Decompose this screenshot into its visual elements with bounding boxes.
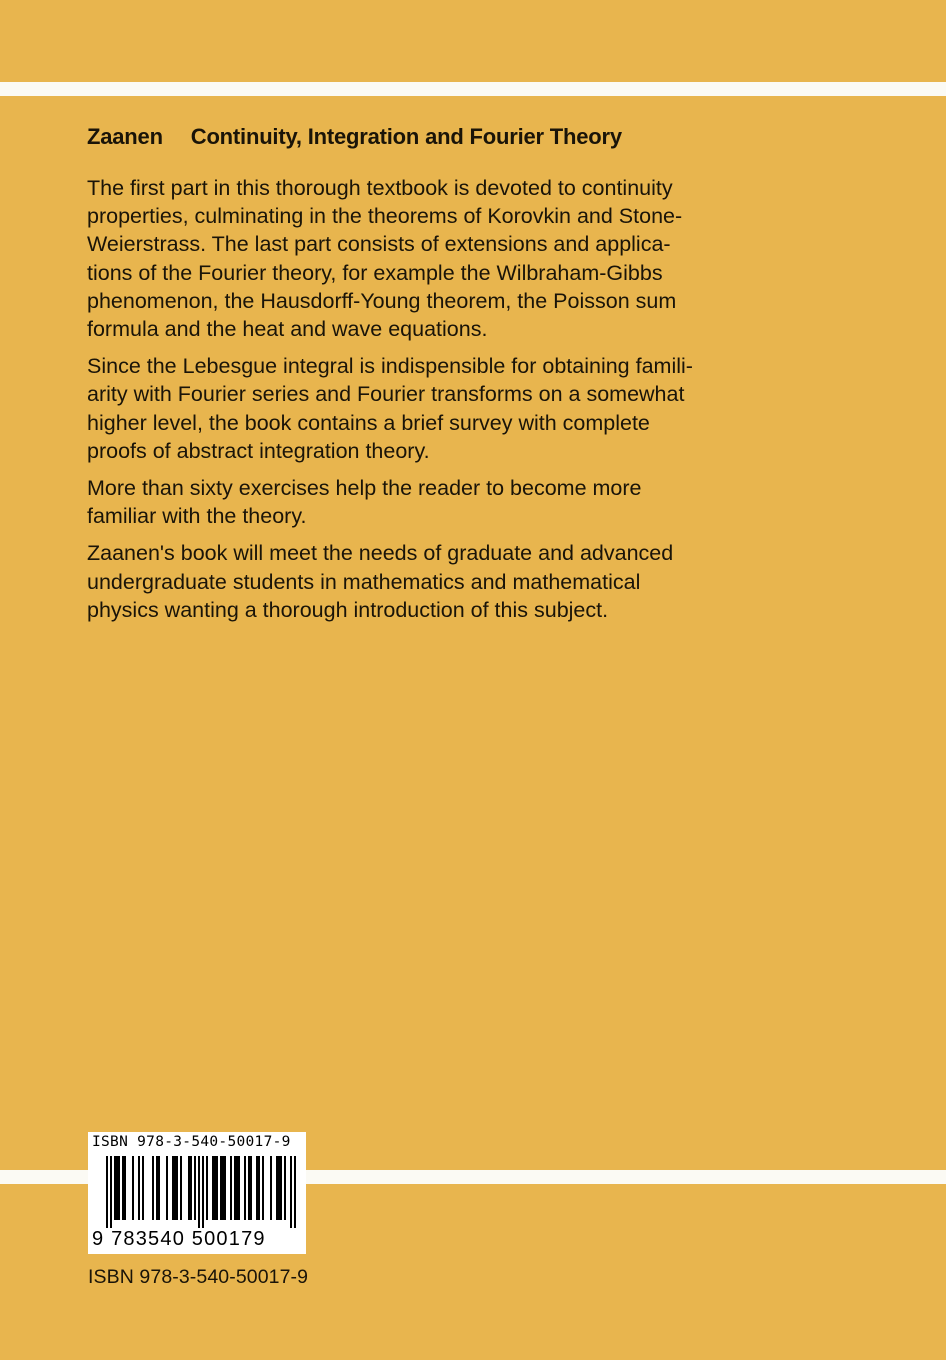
text-line: arity with Fourier series and Fourier transforms on a somewhat (87, 382, 685, 407)
barcode-icon (88, 1154, 306, 1228)
barcode-bar (118, 1156, 120, 1220)
barcode-bar (176, 1156, 178, 1220)
barcode-bar (110, 1156, 112, 1228)
barcode-bar (166, 1156, 168, 1220)
barcode-bar (214, 1156, 216, 1220)
text-line: phenomenon, the Hausdorff-Young theorem, the Poisson sum (87, 288, 677, 313)
barcode-bar (198, 1156, 200, 1228)
barcode-bar (190, 1156, 192, 1220)
barcode-bar (116, 1156, 118, 1220)
paragraph-intro (87, 174, 787, 343)
barcode-bar (212, 1156, 214, 1220)
paragraph-audience (87, 539, 787, 624)
barcode-bar (114, 1156, 116, 1220)
barcode-bar (236, 1156, 238, 1220)
barcode-bar (152, 1156, 154, 1220)
paragraph-exercises (87, 474, 787, 530)
barcode-bar (180, 1156, 182, 1220)
barcode-bar (250, 1156, 252, 1220)
text-line: Since the Lebesgue integral is indispensible for obtaining famili- (87, 354, 693, 379)
text-line: properties, culminating in the theorems of Korovkin and Stone- (87, 204, 683, 229)
barcode-digits: 9 783540 500179 (92, 1228, 266, 1250)
barcode-bar (284, 1156, 286, 1220)
text-line: undergraduate students in mathematics and mathematical (87, 569, 641, 594)
text-line: The first part in this thorough textbook is devoted to continuity (87, 176, 673, 200)
barcode-bar (248, 1156, 250, 1220)
barcode-bar (202, 1156, 204, 1228)
top-white-stripe (0, 82, 946, 96)
barcode-bar (270, 1156, 272, 1220)
barcode-bar (188, 1156, 190, 1220)
text-line: Weierstrass. The last part consists of extensions and applica- (87, 232, 671, 257)
barcode-bar (122, 1156, 124, 1220)
barcode-bar (124, 1156, 126, 1220)
isbn-footer: ISBN 978-3-540-50017-9 (88, 1266, 309, 1288)
barcode-bar (276, 1156, 278, 1220)
author-name: Zaanen (87, 124, 163, 149)
barcode-bar (258, 1156, 260, 1220)
barcode-bar (290, 1156, 292, 1228)
barcode-bar (206, 1156, 208, 1220)
barcode-bar (174, 1156, 176, 1220)
barcode-bar (156, 1156, 158, 1220)
barcode-bar (194, 1156, 196, 1220)
text-line: familiar with the theory. (87, 504, 307, 529)
back-cover-text (87, 124, 787, 633)
book-title: Continuity, Integration and Fourier Theory (190, 124, 622, 149)
barcode-bar (138, 1156, 140, 1220)
book-header (87, 124, 787, 150)
paragraph-lebesgue (87, 352, 787, 465)
barcode-bar (256, 1156, 258, 1220)
barcode-bar (244, 1156, 246, 1220)
barcode-bar (234, 1156, 236, 1220)
barcode-bar (224, 1156, 226, 1220)
barcode-bar (106, 1156, 108, 1228)
text-line: higher level, the book contains a brief survey with complete (87, 410, 650, 435)
barcode-bar (238, 1156, 240, 1220)
barcode-bar (158, 1156, 160, 1220)
barcode-bar (220, 1156, 222, 1220)
text-line: Zaanen's book will meet the needs of graduate and advanced (87, 541, 674, 566)
text-line: More than sixty exercises help the reader to become more (87, 476, 642, 501)
barcode-bar (172, 1156, 174, 1220)
barcode-isbn-text: ISBN 978-3-540-50017-9 (92, 1134, 291, 1150)
barcode-bar (132, 1156, 134, 1220)
text-line: proofs of abstract integration theory. (87, 438, 430, 463)
barcode-bar (230, 1156, 232, 1220)
barcode-label (88, 1132, 306, 1254)
barcode-bar (222, 1156, 224, 1220)
text-line: formula and the heat and wave equations. (87, 317, 488, 342)
text-line: physics wanting a thorough introduction of this subject. (87, 597, 609, 622)
barcode-bar (280, 1156, 282, 1220)
barcode-bar (278, 1156, 280, 1220)
text-line: tions of the Fourier theory, for example the Wilbraham-Gibbs (87, 260, 663, 285)
barcode-bar (262, 1156, 264, 1220)
barcode-bar (142, 1156, 144, 1220)
barcode-bar (216, 1156, 218, 1220)
barcode-bar (294, 1156, 296, 1228)
